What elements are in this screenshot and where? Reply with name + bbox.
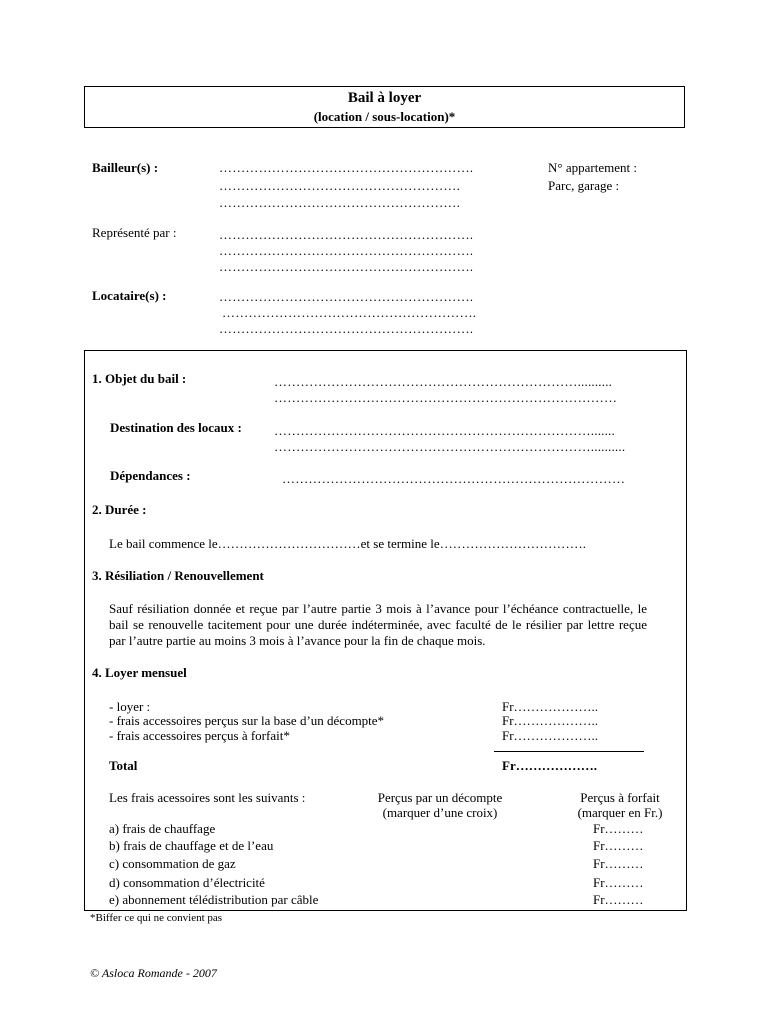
total-amount[interactable]: Fr………………. xyxy=(502,758,597,773)
duree-sentence[interactable]: Le bail commence le……………………………et se termine le……………………………. xyxy=(109,536,586,551)
frais-b-amount[interactable]: Fr……… xyxy=(593,838,644,853)
destination-label: Destination des locaux : xyxy=(110,420,242,435)
frais-a-amount[interactable]: Fr……… xyxy=(593,821,644,836)
objet-line-1[interactable]: …………………………………………………………….......... xyxy=(274,374,613,389)
frais-decompte-label: - frais accessoires perçus sur la base d’un décompte* xyxy=(109,713,385,728)
represente-line-3[interactable]: …………………………………………………. xyxy=(219,259,474,274)
section-4-heading: 4. Loyer mensuel xyxy=(92,665,187,680)
frais-forfait-label: - frais accessoires perçus à forfait* xyxy=(109,728,290,743)
locataire-line-1[interactable]: …………………………………………………. xyxy=(219,289,474,304)
section-2-heading: 2. Durée : xyxy=(92,502,147,517)
frais-e-amount[interactable]: Fr……… xyxy=(593,892,644,907)
bailleur-line-3[interactable]: ………………………………………………. xyxy=(219,195,461,210)
dependances-line[interactable]: …………………………………………………………………… xyxy=(282,471,626,486)
section-1-heading: 1. Objet du bail : xyxy=(92,371,187,386)
frais-decompte-amount[interactable]: Fr……………….. xyxy=(502,713,599,728)
represente-line-1[interactable]: …………………………………………………. xyxy=(219,227,474,242)
document-title: Bail à loyer xyxy=(347,90,422,106)
parking-garage-label: Parc, garage : xyxy=(548,178,620,193)
section-3-heading: 3. Résiliation / Renouvellement xyxy=(92,568,264,583)
bailleur-line-2[interactable]: ………………………………………………. xyxy=(219,178,461,193)
frais-c-label: c) consommation de gaz xyxy=(109,856,236,871)
represente-label: Représenté par : xyxy=(92,225,177,240)
col-forfait-header-2: (marquer en Fr.) xyxy=(577,805,663,820)
total-label: Total xyxy=(109,758,138,773)
total-rule xyxy=(494,751,644,752)
frais-e-label: e) abonnement télédistribution par câble xyxy=(109,892,319,907)
document-subtitle: (location / sous-location)* xyxy=(313,109,456,124)
loyer-item-label: - loyer : xyxy=(109,699,151,714)
resiliation-paragraph: Sauf résiliation donnée et reçue par l’autre partie 3 mois à l’avance pour l’échéance contractuelle, le bail se renouvelle tacitement pour une durée indéterminée, avec faculté de le résilier par lettre reçue par l’autre partie au moins 3 mois à l’avance pour la fin de chaque mois. xyxy=(109,601,647,648)
apartment-number-label: N° appartement : xyxy=(548,160,637,175)
frais-d-label: d) consommation d’électricité xyxy=(109,875,265,890)
footnote: *Biffer ce qui ne convient pas xyxy=(90,912,223,924)
frais-c-amount[interactable]: Fr……… xyxy=(593,856,644,871)
col-forfait-header-1: Perçus à forfait xyxy=(580,790,660,805)
destination-line-1[interactable]: ………………………………………………………………....... xyxy=(274,423,615,438)
frais-forfait-amount[interactable]: Fr……………….. xyxy=(502,728,599,743)
represente-line-2[interactable]: …………………………………………………. xyxy=(219,243,474,258)
col-decompte-header-2: (marquer d’une croix) xyxy=(382,805,498,820)
bailleur-label: Bailleur(s) : xyxy=(92,160,159,175)
locataire-line-2[interactable]: …………………………………………………. xyxy=(222,305,477,320)
objet-line-2[interactable]: …………………………………………………………………… xyxy=(274,390,618,405)
dependances-label: Dépendances : xyxy=(110,468,191,483)
frais-d-amount[interactable]: Fr……… xyxy=(593,875,644,890)
loyer-item-amount[interactable]: Fr……………….. xyxy=(502,699,599,714)
frais-intro: Les frais acessoires sont les suivants : xyxy=(109,790,306,805)
destination-line-2[interactable]: ……………………………………………………………….......... xyxy=(274,439,626,454)
frais-a-label: a) frais de chauffage xyxy=(109,821,216,836)
col-decompte-header-1: Perçus par un décompte xyxy=(377,790,503,805)
locataire-line-3[interactable]: …………………………………………………. xyxy=(219,321,474,336)
frais-b-label: b) frais de chauffage et de l’eau xyxy=(109,838,274,853)
bailleur-line-1[interactable]: …………………………………………………. xyxy=(219,160,474,175)
locataire-label: Locataire(s) : xyxy=(92,288,167,303)
copyright: © Asloca Romande - 2007 xyxy=(90,966,217,980)
